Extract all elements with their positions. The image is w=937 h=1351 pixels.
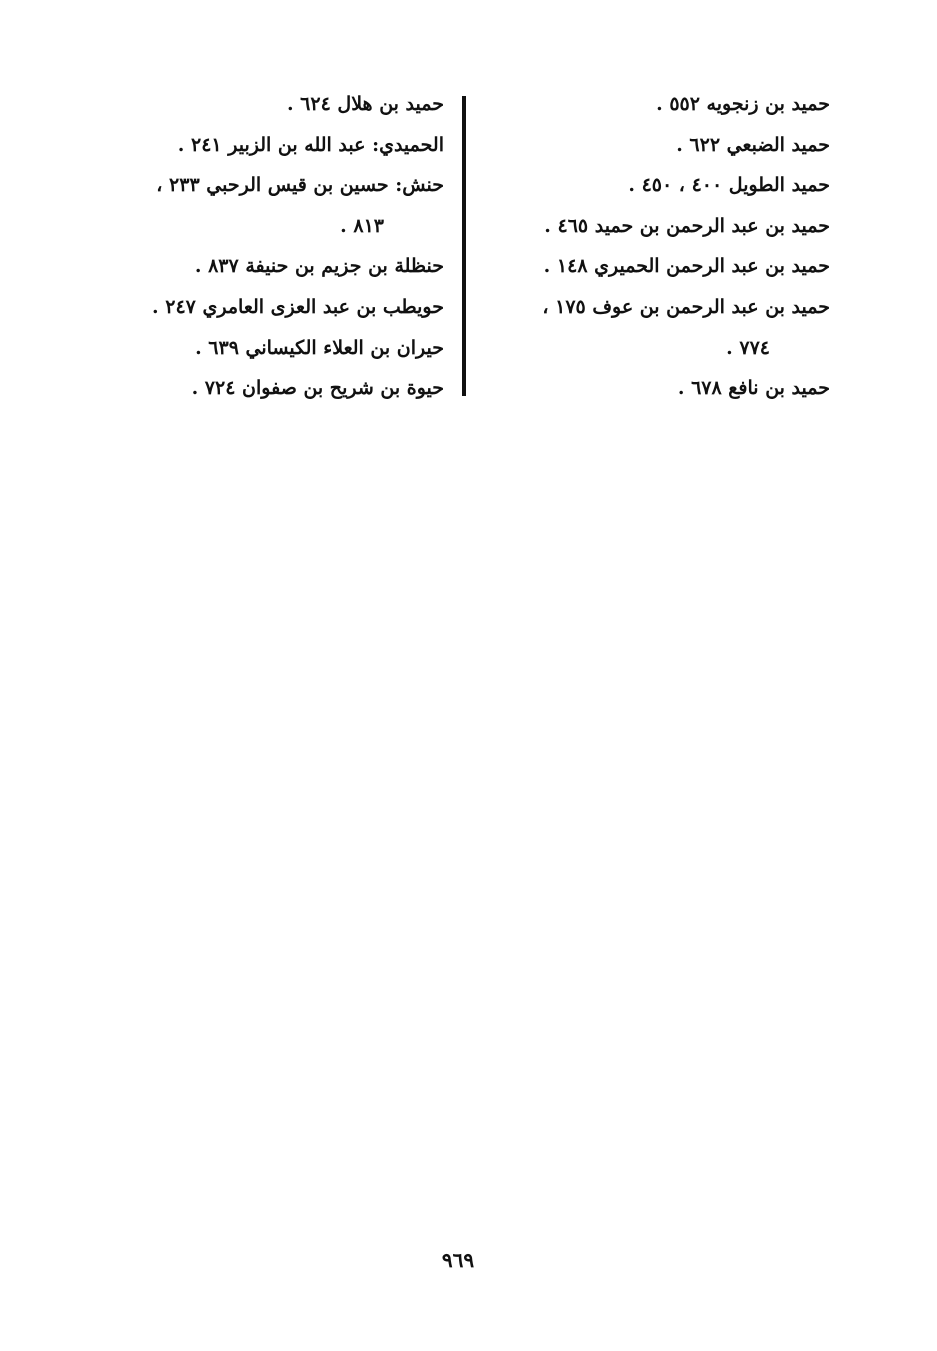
index-column-right bbox=[480, 84, 830, 409]
index-entry: حميد بن عبد الرحمن بن حميد ٤٦٥ . bbox=[544, 214, 830, 237]
column-divider bbox=[462, 96, 466, 396]
index-entry: حنش: حسين بن قيس الرحبي ٢٣٣ ، bbox=[156, 174, 444, 197]
index-entry: حميد بن عبد الرحمن الحميري ١٤٨ . bbox=[543, 255, 830, 278]
index-entry-continuation: ٨١٣ . bbox=[340, 214, 384, 237]
index-entry: حميد بن عبد الرحمن بن عوف ١٧٥ ، bbox=[542, 295, 830, 318]
index-entry: حويطب بن عبد العزى العامري ٢٤٧ . bbox=[152, 295, 444, 318]
index-entry: الحميدي: عبد الله بن الزبير ٢٤١ . bbox=[177, 133, 444, 156]
index-column-left bbox=[154, 84, 444, 409]
index-entry: حميد بن زنجويه ٥٥٢ . bbox=[656, 93, 830, 115]
index-entry: حميد بن هلال ٦٢٤ . bbox=[286, 93, 444, 115]
page-number: ٩٦٩ bbox=[441, 1248, 475, 1272]
index-entry: حميد الطويل ٤٠٠ ، ٤٥٠ . bbox=[628, 174, 830, 197]
index-entry: حيوة بن شريح بن صفوان ٧٢٤ . bbox=[191, 377, 444, 400]
index-entry-continuation: ٧٧٤ . bbox=[726, 336, 770, 359]
index-entry: حميد بن نافع ٦٧٨ . bbox=[677, 377, 830, 400]
index-entry: حنظلة بن جزيم بن حنيفة ٨٣٧ . bbox=[194, 255, 444, 278]
index-entry: حميد الضبعي ٦٢٢ . bbox=[676, 133, 830, 156]
index-entry: حيران بن العلاء الكيساني ٦٣٩ . bbox=[195, 336, 444, 359]
